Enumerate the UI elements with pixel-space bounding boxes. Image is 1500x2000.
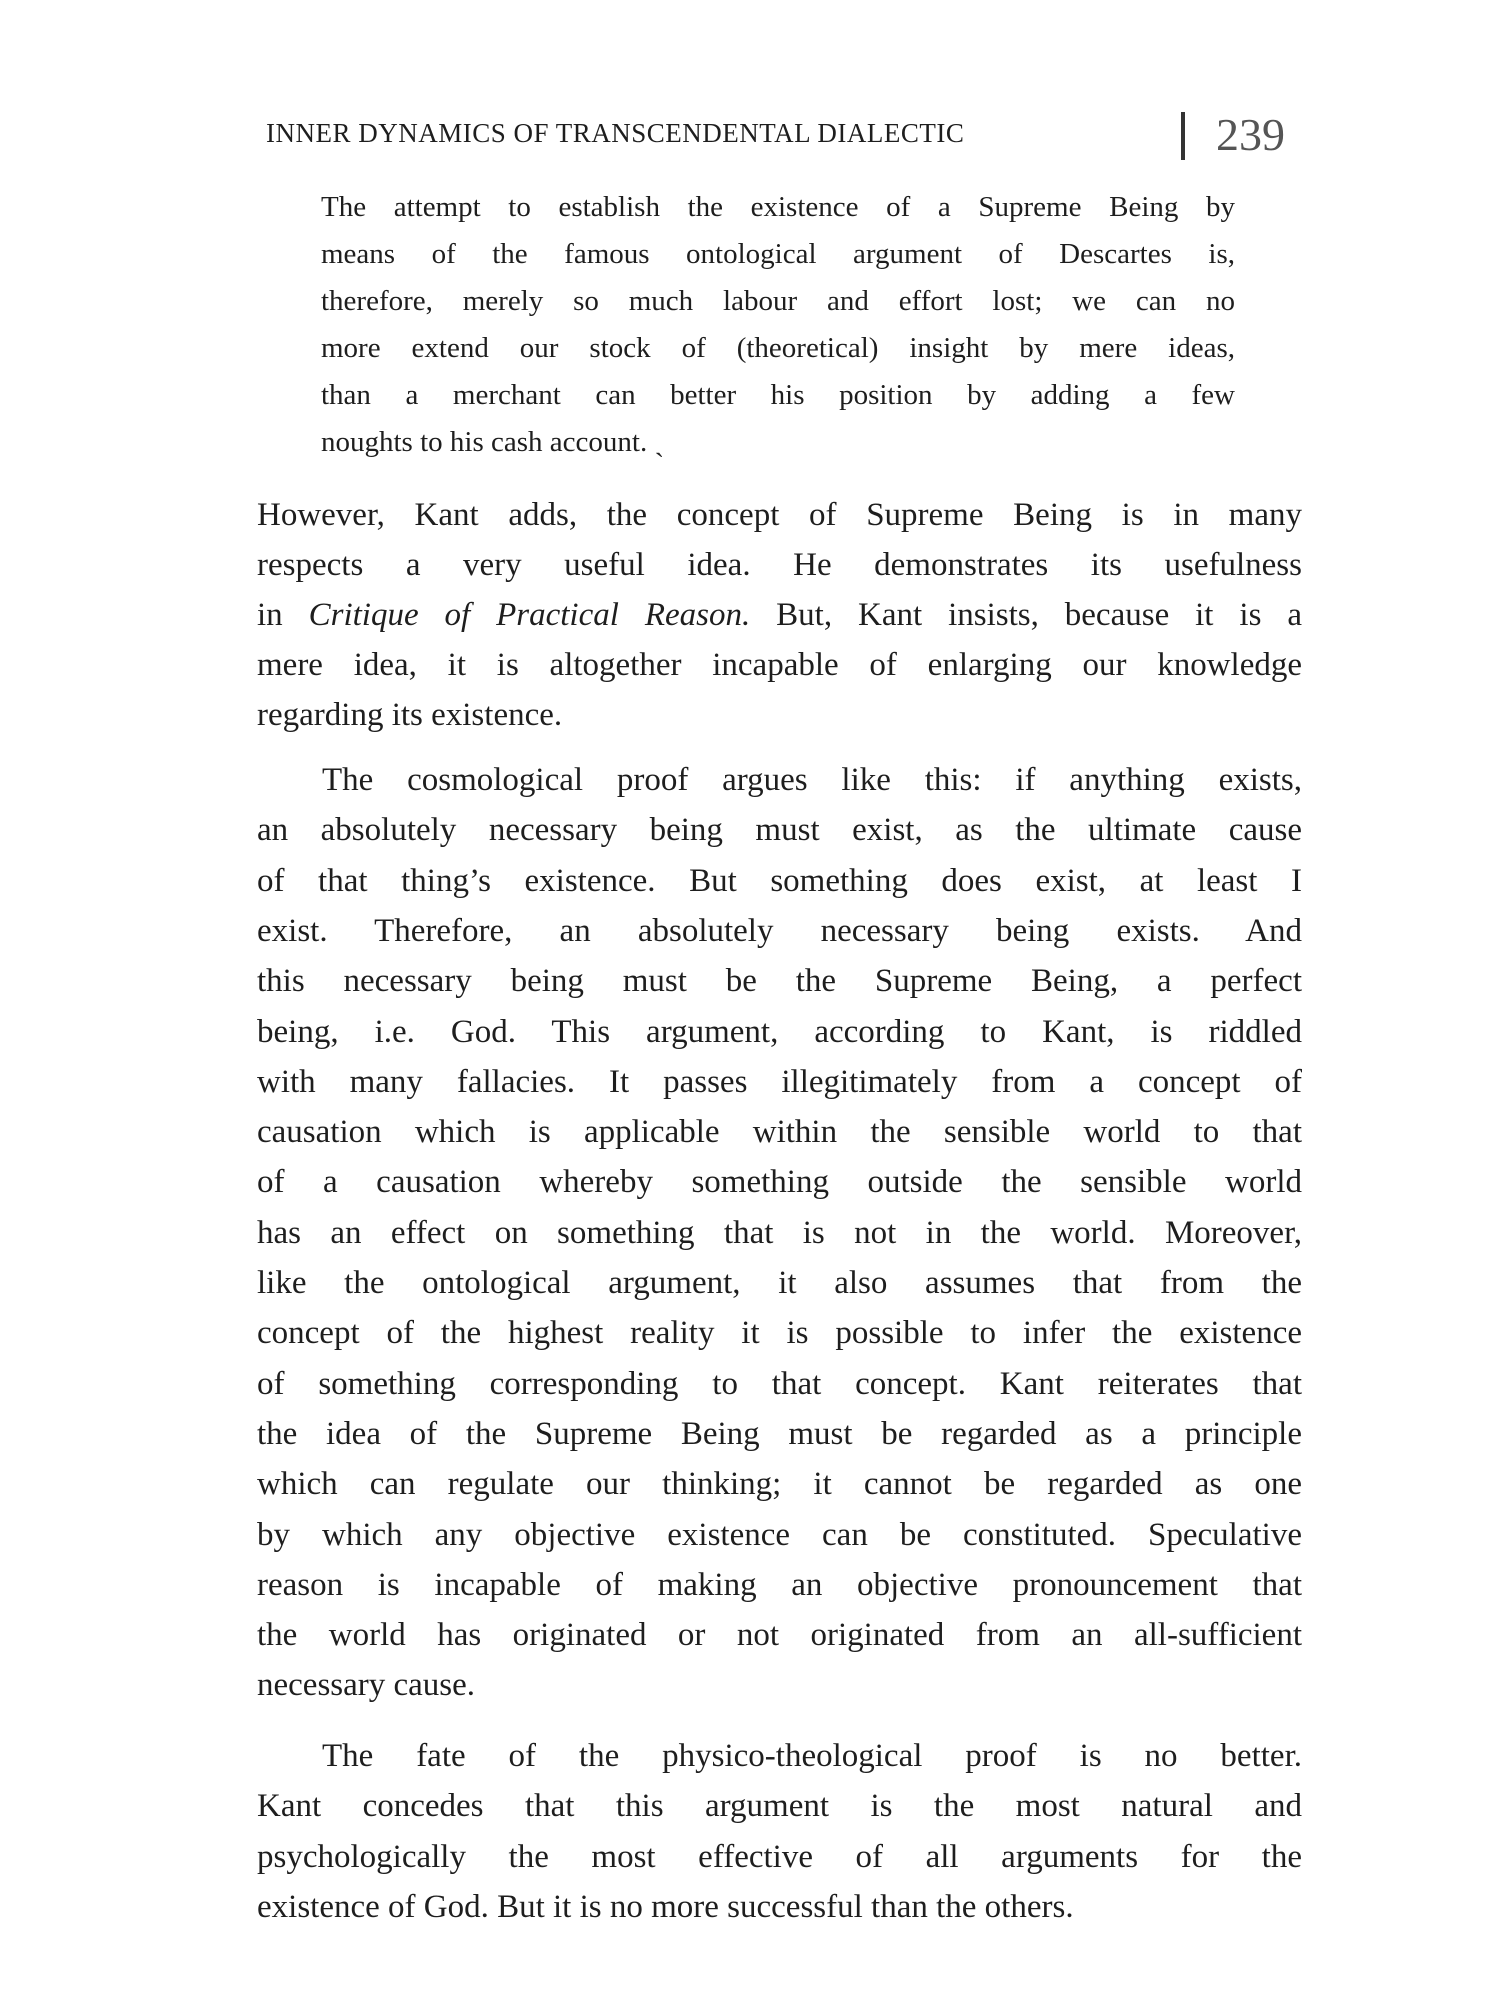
quote-line: means of the famous ontological argument of Descartes is, [321, 238, 1235, 270]
header-divider [1181, 112, 1185, 160]
body-line: has an effect on something that is not in the world. Moreover, [257, 1214, 1302, 1251]
body-line: reason is incapable of making an objective pronouncement that [257, 1566, 1302, 1603]
quote-line: therefore, merely so much labour and effort lost; we can no [321, 285, 1235, 317]
text: But, Kant insists, because it is a [750, 597, 1302, 633]
body-line: like the ontological argument, it also assumes that from the [257, 1265, 1302, 1301]
body-line: concept of the highest reality it is possible to infer the existence [257, 1315, 1302, 1352]
body-line: exist. Therefore, an absolutely necessary being exists. And [257, 912, 1302, 949]
body-line: The cosmological proof argues like this: if anything exists, [322, 762, 1302, 798]
body-line: an absolutely necessary being must exist, as the ultimate cause [257, 812, 1302, 849]
body-line: this necessary being must be the Supreme Being, a perfect [257, 963, 1302, 1000]
body-line: which can regulate our thinking; it cannot be regarded as one [257, 1466, 1302, 1503]
body-line: the world has originated or not originated from an all-sufficient [257, 1617, 1302, 1654]
body-line: respects a very useful idea. He demonstrates its usefulness [257, 547, 1302, 583]
body-line: of that thing’s existence. But something does exist, at least I [257, 862, 1302, 899]
book-title: Critique of Practical Reason. [308, 597, 751, 633]
text: in [257, 597, 309, 633]
body-line: causation which is applicable within the sensible world to that [257, 1114, 1302, 1151]
body-line [257, 593, 1302, 637]
body-line: psychologically the most effective of all arguments for the [257, 1838, 1302, 1875]
body-line: of something corresponding to that concept. Kant reiterates that [257, 1365, 1302, 1402]
body-line: However, Kant adds, the concept of Supreme Being is in many [257, 497, 1302, 533]
body-line: necessary cause. [257, 1667, 476, 1704]
quote-line: more extend our stock of (theoretical) insight by mere ideas, [321, 332, 1235, 364]
quote-line: than a merchant can better his position by adding a few [321, 379, 1235, 411]
body-line: the idea of the Supreme Being must be regarded as a principle [257, 1415, 1302, 1452]
body-line: being, i.e. God. This argument, according to Kant, is riddled [257, 1013, 1302, 1050]
body-line: of a causation whereby something outside the sensible world [257, 1164, 1302, 1201]
body-line: Kant concedes that this argument is the most natural and [257, 1788, 1302, 1825]
body-line: The fate of the physico-theological proof is no better. [322, 1738, 1302, 1774]
page-number: 239 [1216, 109, 1285, 160]
body-line: existence of God. But it is no more successful than the others. [257, 1888, 1074, 1925]
running-title: INNER DYNAMICS OF TRANSCENDENTAL DIALECTIC [266, 118, 965, 148]
quote-line: noughts to his cash account. ˎ [321, 426, 665, 458]
body-line: mere idea, it is altogether incapable of enlarging our knowledge [257, 647, 1302, 683]
body-line: with many fallacies. It passes illegitimately from a concept of [257, 1063, 1302, 1100]
body-line: regarding its existence. [257, 697, 563, 733]
quote-line: The attempt to establish the existence of a Supreme Being by [321, 191, 1235, 223]
body-line: by which any objective existence can be constituted. Speculative [257, 1516, 1302, 1553]
